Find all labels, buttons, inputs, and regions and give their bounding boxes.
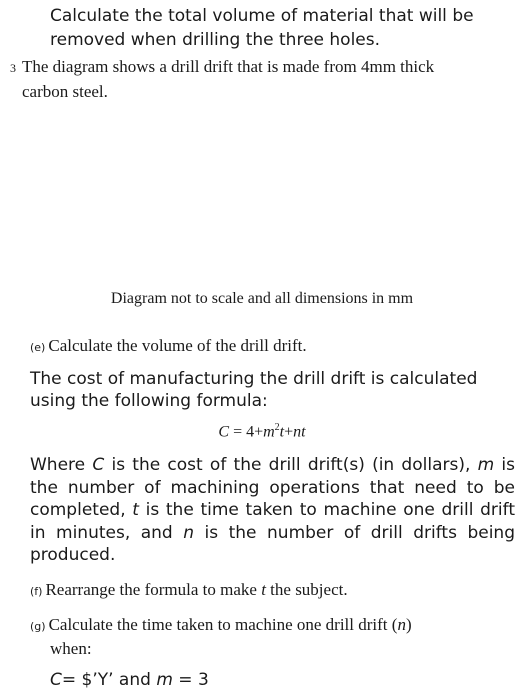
question-3-line-1 [10, 55, 510, 80]
formula-eq: = 4+ [229, 423, 264, 441]
question-3-text: The diagram shows a drill drift that is made from 4mm thick [22, 57, 435, 76]
diagram-caption: Diagram not to scale and all dimensions in mm [110, 290, 414, 307]
intro-instruction [50, 4, 510, 52]
part-f-var-t: t [261, 580, 266, 599]
part-f-text-2: the subject. [265, 580, 348, 599]
condition-var-m: m [156, 670, 173, 690]
part-g-text-1: Calculate the time taken to machine one drill drift ( [48, 615, 398, 634]
variable-definitions [30, 454, 515, 567]
formula-c: C [218, 423, 230, 441]
part-g-line-2: when: [50, 639, 92, 658]
part-g-condition [50, 670, 510, 690]
where-var-m: m [477, 455, 495, 475]
cost-intro-line-2: using the following formula: [30, 391, 268, 411]
condition-text-2: = 3 [172, 670, 209, 690]
part-g [30, 614, 510, 660]
cost-intro-line-1: The cost of manufacturing the drill drift is calculated [30, 369, 478, 389]
where-text-1: Where [30, 455, 93, 475]
question-number: 3 [10, 61, 16, 75]
part-f-text-1: Rearrange the formula to make [45, 580, 262, 599]
where-text-4: is the time taken to machine one drill drift in minutes, and [30, 500, 515, 543]
formula-exponent: 2 [274, 422, 280, 433]
condition-text-1: = $’Y’ and [61, 670, 157, 690]
where-text-5: is the number of drill drifts being produced. [30, 522, 515, 565]
formula-nt: nt [293, 423, 306, 441]
part-g-var-n: n [397, 615, 406, 634]
part-e [30, 336, 510, 356]
part-e-text: Calculate the volume of the drill drift. [48, 336, 307, 355]
where-text-2: is the cost of the drill drift(s) (in dollars), [104, 455, 478, 475]
where-var-n: n [183, 522, 195, 543]
formula-m: m [263, 423, 275, 441]
part-e-label: (e) [30, 341, 46, 354]
part-g-line-1 [30, 614, 510, 638]
formula-t: t [279, 423, 285, 441]
condition-var-c: C [50, 670, 62, 690]
intro-line-2: removed when drilling the three holes. [50, 30, 381, 50]
where-var-c: C [92, 455, 105, 475]
part-g-label: (g) [30, 620, 46, 633]
where-var-t: t [132, 500, 139, 520]
cost-formula [0, 422, 524, 441]
intro-line-1: Calculate the total volume of material that will be [50, 6, 474, 26]
part-f [30, 580, 510, 600]
formula-plus: + [284, 423, 294, 441]
question-3 [10, 55, 510, 103]
cost-intro [30, 368, 510, 412]
question-3-line-2: carbon steel. [22, 82, 108, 101]
part-f-label: (f) [30, 585, 43, 598]
where-text-3: is the number of machining operations that need to be completed, [30, 455, 515, 520]
diagram-area [20, 108, 500, 286]
part-g-text-2: ) [405, 615, 412, 634]
